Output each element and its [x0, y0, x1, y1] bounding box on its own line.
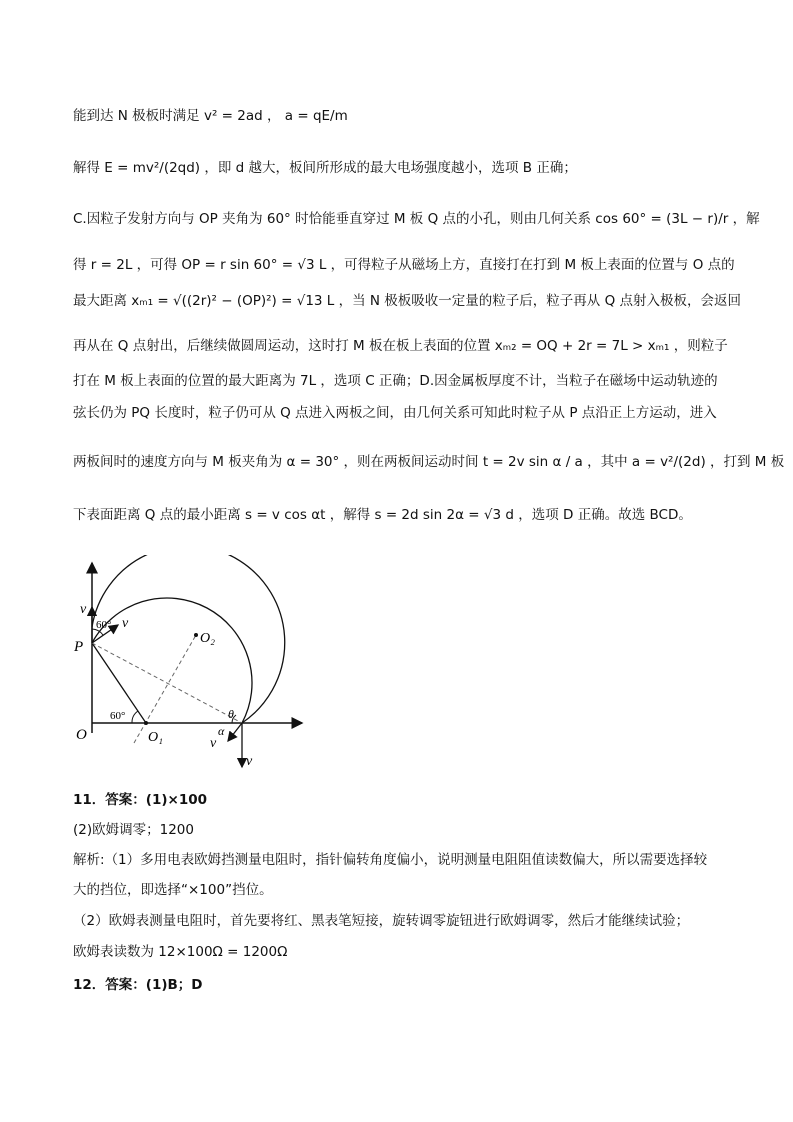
label-v-lower-left: v: [210, 736, 217, 751]
q11-part2: (2)欧姆调零；1200: [73, 822, 194, 838]
point-o1: [144, 721, 148, 725]
label-angle-bottom: 60°: [110, 710, 126, 722]
trajectory-diagram: [70, 555, 330, 785]
label-angle-top: 60°: [96, 619, 112, 631]
point-o2: [194, 633, 198, 637]
label-theta: θ: [228, 707, 234, 721]
label-v-upper: v: [122, 616, 129, 631]
dashed-line-o1-o2: [134, 635, 196, 743]
label-o2: O₂: [200, 631, 215, 646]
solution-line-5: 最大距离 xₘ₁ = √((2r)² − (OP)²) = √13 L ，当 N 极板吸收一定量的粒子后，粒子再从 Q 点射入极板，会返回: [73, 293, 741, 309]
solution-line-2: 解得 E = mv²/(2qd) ，即 d 越大，板间所形成的最大电场强度越小，选项 B 正确；: [73, 160, 577, 176]
velocity-down-left-arrow: [228, 723, 242, 741]
q11-analysis-2b: 欧姆表读数为 12×100Ω = 1200Ω: [73, 944, 288, 960]
label-o1: O₁: [148, 730, 163, 745]
angle-arc-bottom: [132, 711, 138, 723]
q11-analysis-1b: 大的挡位，即选择“×100”挡位。: [73, 882, 273, 898]
q12-answer: 12．答案：(1)B；D: [73, 977, 203, 993]
label-o: O: [76, 727, 87, 743]
q11-analysis-1a: 解析:（1）多用电表欧姆挡测量电阻时，指针偏转角度偏小，说明测量电阻阻值读数偏大，所以需要选择较: [73, 852, 708, 868]
solution-line-1: 能到达 N 极板时满足 v² = 2ad ， a = qE/m: [73, 108, 348, 124]
label-p: P: [74, 639, 84, 655]
solution-line-3: C.因粒子发射方向与 OP 夹角为 60° 时恰能垂直穿过 M 板 Q 点的小孔，则由几何关系 cos 60° = (3L − r)/r ，解: [73, 211, 760, 227]
large-circle-arc: [92, 555, 285, 723]
solution-line-6: 再从在 Q 点射出，后继续做圆周运动，这时打 M 板在板上表面的位置 xₘ₂ = OQ + 2r = 7L > xₘ₁ ，则粒子: [73, 338, 728, 354]
label-v-down: v: [246, 754, 253, 769]
label-alpha: α: [218, 724, 225, 738]
solution-line-9: 两板间时的速度方向与 M 板夹角为 α = 30° ，则在两板间运动时间 t = 2v sin α / a ，其中 a = v²/(2d) ，打到 M 板: [73, 454, 785, 470]
solution-line-10: 下表面距离 Q 点的最小距离 s = v cos αt ，解得 s = 2d sin 2α = √3 d ，选项 D 正确。故选 BCD。: [73, 507, 692, 523]
q11-analysis-2a: （2）欧姆表测量电阻时，首先要将红、黑表笔短接，旋转调零旋钮进行欧姆调零，然后才能继续试验；: [73, 913, 690, 929]
solution-line-4: 得 r = 2L ，可得 OP = r sin 60° = √3 L ，可得粒子从磁场上方，直接打在打到 M 板上表面的位置与 O 点的: [73, 257, 735, 273]
solution-line-7: 打在 M 板上表面的位置的最大距离为 7L ，选项 C 正确；D.因金属板厚度不计，当粒子在磁场中运动轨迹的: [73, 373, 718, 389]
small-circle-arc: [92, 598, 252, 723]
label-v-top: v: [80, 602, 87, 617]
q11-answer: 11．答案：(1)×100: [73, 792, 208, 808]
solution-line-8: 弦长仍为 PQ 长度时，粒子仍可从 Q 点进入两板之间，由几何关系可知此时粒子从 P 点沿正上方运动，进入: [73, 405, 717, 421]
